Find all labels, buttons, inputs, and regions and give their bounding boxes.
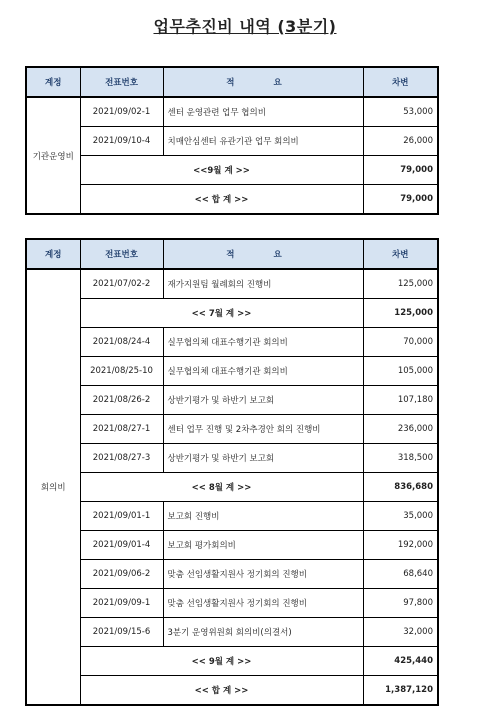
- voucher-number: 2021/09/15-6: [80, 618, 163, 647]
- voucher-number: 2021/09/09-1: [80, 589, 163, 618]
- total-row: [26, 185, 438, 215]
- page-title: 업무추진비 내역 (3분기): [153, 17, 337, 36]
- header-account: 계정: [26, 67, 80, 97]
- subtotal-amount: 425,440: [363, 647, 438, 676]
- total-label: << 합 계 >>: [80, 185, 363, 215]
- table-header-row: [26, 67, 438, 97]
- description: 실무협의체 대표수행기관 회의비: [163, 328, 363, 357]
- subtotal-row: [26, 647, 438, 676]
- description: 센터 운영관련 업무 협의비: [163, 97, 363, 127]
- description: 보고회 진행비: [163, 502, 363, 531]
- table-row: [26, 560, 438, 589]
- amount: 35,000: [363, 502, 438, 531]
- account-cell: 회의비: [26, 269, 80, 705]
- subtotal-label: << 7월 계 >>: [80, 299, 363, 328]
- table-row: [26, 531, 438, 560]
- description: 3분기 운영위원회 회의비(의결서): [163, 618, 363, 647]
- amount: 97,800: [363, 589, 438, 618]
- total-amount: 1,387,120: [363, 676, 438, 706]
- subtotal-label: << 8월 계 >>: [80, 473, 363, 502]
- subtotal-label: << 9월 계 >>: [80, 647, 363, 676]
- table-row: [26, 269, 438, 299]
- voucher-number: 2021/09/01-1: [80, 502, 163, 531]
- description: 센터 업무 진행 및 2차추경안 회의 진행비: [163, 415, 363, 444]
- table-row: [26, 357, 438, 386]
- header-summary: 적 요: [163, 67, 363, 97]
- table-row: [26, 386, 438, 415]
- table-row: [26, 127, 438, 156]
- table-row: [26, 97, 438, 127]
- subtotal-amount: 125,000: [363, 299, 438, 328]
- description: 보고회 평가회의비: [163, 531, 363, 560]
- table-header-row: [26, 239, 438, 269]
- description: 상반기평가 및 하반기 보고회: [163, 386, 363, 415]
- table-row: [26, 328, 438, 357]
- amount: 318,500: [363, 444, 438, 473]
- voucher-number: 2021/08/27-3: [80, 444, 163, 473]
- header-account: 계정: [26, 239, 80, 269]
- table-row: [26, 618, 438, 647]
- voucher-number: 2021/08/27-1: [80, 415, 163, 444]
- description: 실무협의체 대표수행기관 회의비: [163, 357, 363, 386]
- voucher-number: 2021/09/02-1: [80, 97, 163, 127]
- total-row: [26, 676, 438, 706]
- account-cell: 기관운영비: [26, 97, 80, 214]
- voucher-number: 2021/09/01-4: [80, 531, 163, 560]
- expense-table-meeting: [25, 238, 439, 706]
- description: 치매안심센터 유관기관 업무 회의비: [163, 127, 363, 156]
- voucher-number: 2021/08/24-4: [80, 328, 163, 357]
- description: 맞춤 선임생활지원사 정기회의 진행비: [163, 589, 363, 618]
- table-row: [26, 502, 438, 531]
- table-row: [26, 444, 438, 473]
- voucher-number: 2021/07/02-2: [80, 269, 163, 299]
- subtotal-amount: 836,680: [363, 473, 438, 502]
- description: 맞춤 선임생활지원사 정기회의 진행비: [163, 560, 363, 589]
- subtotal-row: [26, 156, 438, 185]
- amount: 32,000: [363, 618, 438, 647]
- header-summary: 적 요: [163, 239, 363, 269]
- amount: 236,000: [363, 415, 438, 444]
- expense-table-operating: [25, 66, 439, 215]
- description: 상반기평가 및 하반기 보고회: [163, 444, 363, 473]
- total-label: << 합 계 >>: [80, 676, 363, 706]
- subtotal-label: <<9월 계 >>: [80, 156, 363, 185]
- header-debit: 차변: [363, 67, 438, 97]
- voucher-number: 2021/08/25-10: [80, 357, 163, 386]
- amount: 192,000: [363, 531, 438, 560]
- total-amount: 79,000: [363, 185, 438, 215]
- subtotal-row: [26, 473, 438, 502]
- amount: 26,000: [363, 127, 438, 156]
- header-voucher: 전표번호: [80, 67, 163, 97]
- amount: 70,000: [363, 328, 438, 357]
- header-voucher: 전표번호: [80, 239, 163, 269]
- amount: 53,000: [363, 97, 438, 127]
- amount: 107,180: [363, 386, 438, 415]
- voucher-number: 2021/09/06-2: [80, 560, 163, 589]
- header-debit: 차변: [363, 239, 438, 269]
- table-row: [26, 589, 438, 618]
- subtotal-row: [26, 299, 438, 328]
- amount: 125,000: [363, 269, 438, 299]
- amount: 68,640: [363, 560, 438, 589]
- voucher-number: 2021/09/10-4: [80, 127, 163, 156]
- voucher-number: 2021/08/26-2: [80, 386, 163, 415]
- subtotal-amount: 79,000: [363, 156, 438, 185]
- description: 재가지원팀 월례회의 진행비: [163, 269, 363, 299]
- table-row: [26, 415, 438, 444]
- amount: 105,000: [363, 357, 438, 386]
